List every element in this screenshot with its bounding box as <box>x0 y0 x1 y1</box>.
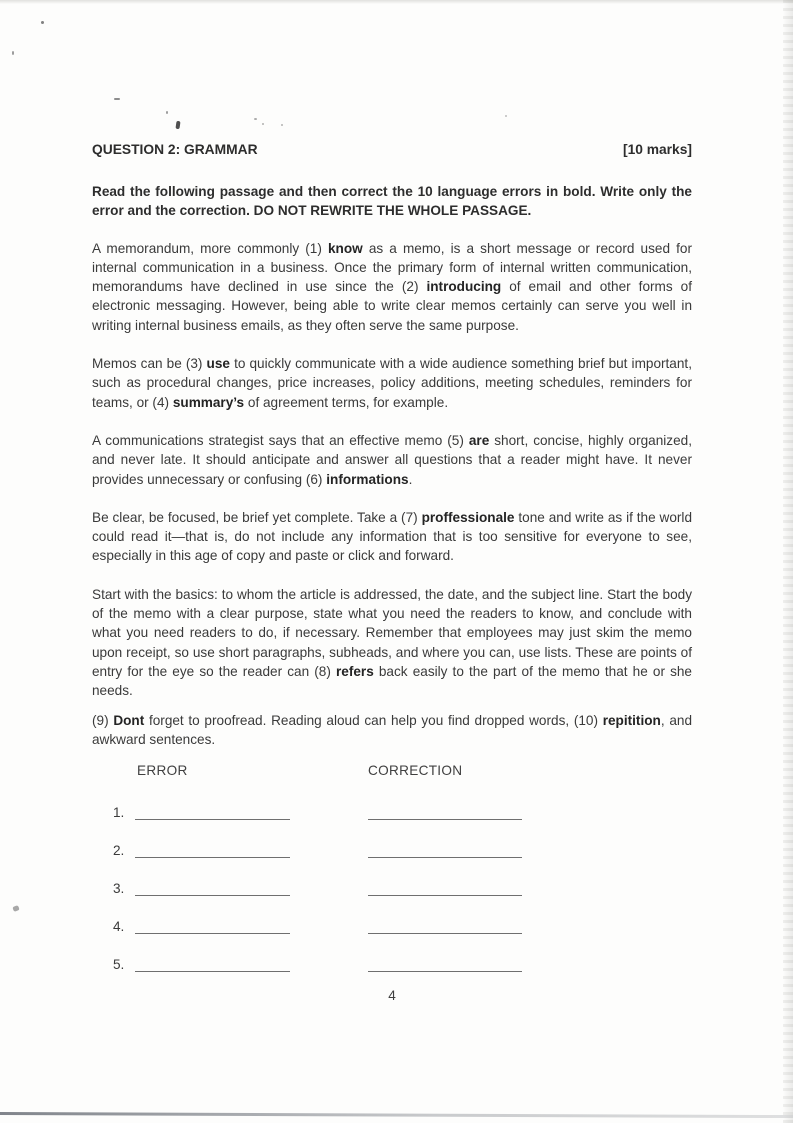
marks-label: [10 marks] <box>622 142 692 157</box>
row-number: 1. <box>113 805 125 821</box>
scan-speckle <box>12 51 14 55</box>
correction-blank-line-2[interactable] <box>368 839 522 858</box>
scan-speckle <box>505 115 507 117</box>
scan-line-bottom <box>0 1112 793 1118</box>
passage-paragraph-2: Memos can be (3) use to quickly communicate with a wide audience something brief but important, such as procedural changes, price increases, policy additions, meeting schedules, reminders for teams, or (4) summary’s of agreement terms, for example. <box>92 356 692 410</box>
question-header <box>92 140 692 159</box>
answer-row-4 <box>92 910 692 934</box>
correction-blank-line-4[interactable] <box>368 915 522 934</box>
question-title: QUESTION 2: GRAMMAR <box>92 142 258 157</box>
row-number: 3. <box>113 881 125 897</box>
answer-row-1 <box>92 796 692 820</box>
passage-paragraph-1: A memorandum, more commonly (1) know as a memo, is a short message or record used for internal communication in a business. Once the primary form of internal written communication, memorandums have declined in use since the (2) introducing of email and other forms of electronic messaging. However, being able to write clear memos certainly can serve you well in writing internal business emails, as they often serve the same purpose. <box>92 240 693 333</box>
error-blank-line-1[interactable] <box>135 801 290 820</box>
answer-table-headers <box>92 763 692 782</box>
answer-row-3 <box>92 872 692 896</box>
instructions-text: Read the following passage and then correct the 10 language errors in bold. Write only the error and the correction. DO NOT REWRITE THE WHOLE PASSAGE. <box>92 184 692 219</box>
correction-blank-line-3[interactable] <box>368 877 522 896</box>
scan-speckle <box>41 21 44 24</box>
row-number: 4. <box>113 919 125 935</box>
error-blank-line-5[interactable] <box>135 953 290 972</box>
page-content <box>92 140 692 1003</box>
error-blank-line-3[interactable] <box>135 877 290 896</box>
scan-speckle <box>12 905 19 912</box>
row-number: 2. <box>113 843 125 859</box>
passage-paragraph-4: Be clear, be focused, be brief yet complete. Take a (7) proffessionale tone and write as if the world could read it—that is, do not include any information that is too sensitive for everyone to see, especially in this age of copy and paste or click and forward. <box>92 509 693 564</box>
scan-edge-right <box>783 0 793 1123</box>
correction-blank-line-5[interactable] <box>368 953 522 972</box>
error-blank-line-2[interactable] <box>135 839 290 858</box>
passage-paragraph-3: A communications strategist says that an effective memo (5) are short, concise, highly organized, and never late. It should anticipate and answer all questions that a reader might have. It never provides unnecessary or confusing (6) informations. <box>92 432 692 487</box>
scan-edge-top <box>0 0 793 4</box>
answer-row-2 <box>92 834 692 858</box>
correction-column-header: CORRECTION <box>368 763 463 779</box>
scan-speckle <box>114 98 120 100</box>
scan-speckle <box>262 123 264 125</box>
error-blank-line-4[interactable] <box>135 915 290 934</box>
correction-blank-line-1[interactable] <box>368 801 522 820</box>
answer-row-5 <box>92 948 692 972</box>
row-number: 5. <box>113 957 125 973</box>
passage-paragraph-6: (9) Dont forget to proofread. Reading aloud can help you find dropped words, (10) repitition, and awkward sentences. <box>92 712 693 747</box>
scan-speckle <box>281 124 283 126</box>
page-number: 4 <box>388 988 396 1004</box>
scan-speckle <box>175 121 180 129</box>
scan-speckle <box>254 118 257 120</box>
passage-paragraph-5: Start with the basics: to whom the article is addressed, the date, and the subject line. Start the body of the memo with a clear purpose, state what you need the readers to know, and conclude with what you need readers to do, if necessary. Remember that employees may just skim the memo upon receipt, so use short paragraphs, subheads, and where you can, use lists. These are points of entry for the eye so the reader can (8) refers back easily to the part of the memo that he or she needs. <box>92 586 692 699</box>
error-column-header: ERROR <box>137 763 188 779</box>
scan-speckle <box>166 111 168 114</box>
